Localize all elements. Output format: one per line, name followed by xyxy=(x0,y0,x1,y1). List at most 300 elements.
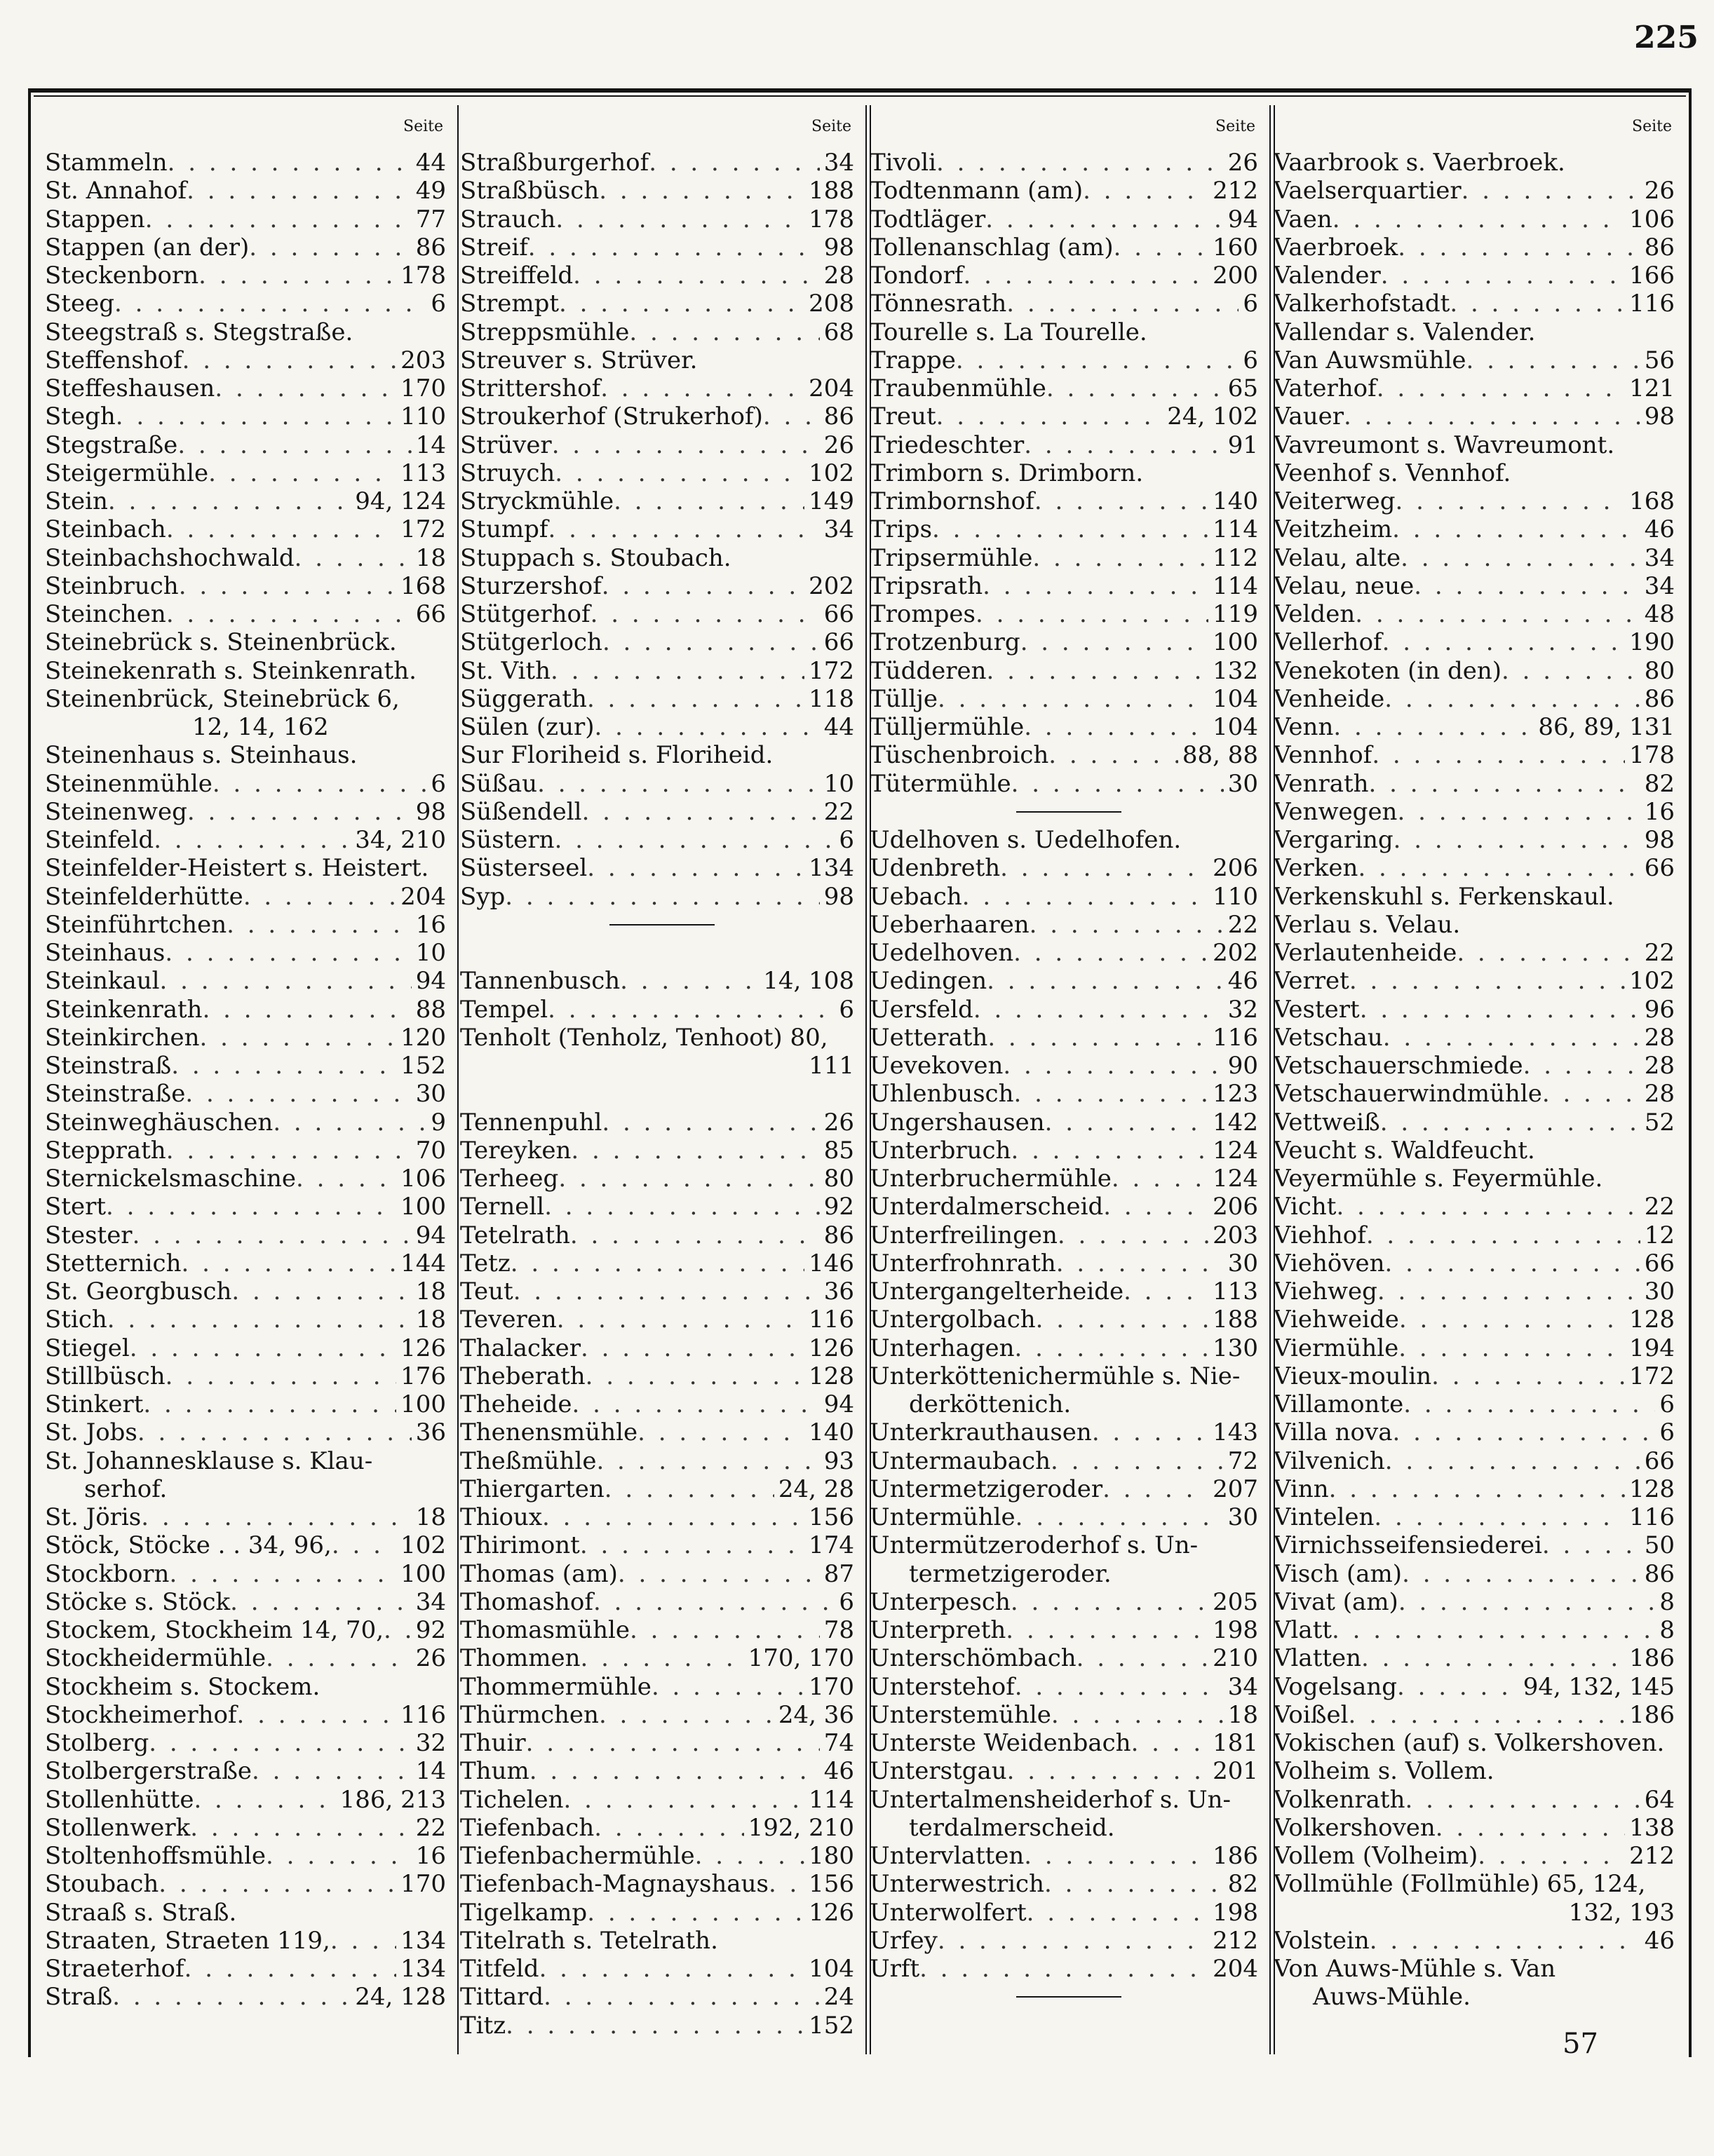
entry-page: 170 xyxy=(400,374,446,402)
index-entry xyxy=(460,1729,864,1757)
entry-page: 6 xyxy=(1243,346,1258,374)
entry-name: Vicht xyxy=(1274,1193,1337,1221)
leader-dots xyxy=(537,770,820,798)
entry-name: Verkenskuhl s. Ferkenskaul. xyxy=(1274,882,1614,911)
entry-name: Tondorf xyxy=(870,262,964,290)
entry-name: serhof. xyxy=(84,1474,168,1503)
leader-dots xyxy=(1007,1757,1208,1785)
entry-page: 32 xyxy=(1227,995,1258,1024)
leader-dots xyxy=(143,1390,396,1418)
index-entry xyxy=(1274,826,1685,854)
entry-name: Stockborn xyxy=(45,1559,170,1588)
index-entry xyxy=(45,1673,456,1701)
entry-page: 178 xyxy=(809,205,854,233)
index-entry xyxy=(45,1927,456,1955)
index-entry xyxy=(45,1757,456,1785)
leader-dots xyxy=(296,1165,396,1193)
entry-page: 116 xyxy=(1629,1503,1675,1531)
index-entry xyxy=(1274,149,1685,177)
entry-page: 18 xyxy=(415,543,446,572)
index-entry xyxy=(460,1899,864,1927)
entry-page: 152 xyxy=(400,1052,446,1080)
leader-dots xyxy=(231,1277,411,1306)
entry-name: Uhlenbusch xyxy=(870,1080,1014,1108)
leader-dots xyxy=(141,1503,411,1531)
leader-dots xyxy=(130,1334,396,1362)
index-entry xyxy=(1274,854,1685,882)
leader-dots xyxy=(544,1983,820,2011)
entry-name: Tripsermühle xyxy=(870,543,1033,572)
leader-dots xyxy=(1377,374,1625,402)
entry-page: 6 xyxy=(431,769,446,798)
entry-page: 178 xyxy=(400,262,446,290)
entry-name: Vivat (am) xyxy=(1274,1587,1398,1616)
index-entry xyxy=(870,431,1268,459)
index-entry xyxy=(1274,1786,1685,1814)
entry-page: 22 xyxy=(1227,910,1258,939)
entry-page: 46 xyxy=(823,1757,854,1786)
leader-dots xyxy=(571,1137,819,1165)
index-entry xyxy=(460,1052,864,1080)
entry-page: 198 xyxy=(1213,1616,1258,1644)
entry-name: Velau, alte xyxy=(1274,543,1401,572)
seite-header: Seite xyxy=(403,118,443,135)
entry-name: Steinfelder-Heistert s. Heistert. xyxy=(45,854,429,883)
leader-dots xyxy=(249,233,412,262)
entry-name: Streiffeld xyxy=(460,262,574,290)
index-entry xyxy=(460,798,864,826)
leader-dots xyxy=(511,1249,804,1277)
leader-dots xyxy=(1046,374,1224,402)
leader-dots xyxy=(1123,1277,1208,1306)
leader-dots xyxy=(1358,854,1640,882)
leader-dots xyxy=(529,1757,820,1785)
entry-page: 160 xyxy=(1213,233,1258,262)
leader-dots xyxy=(1403,1390,1655,1418)
frame-inner-rule xyxy=(34,95,1686,102)
entry-page: 134 xyxy=(400,1955,446,1983)
index-entry xyxy=(1274,1560,1685,1588)
entry-page: 202 xyxy=(809,571,854,600)
entry-page: 100 xyxy=(400,1193,446,1221)
leader-dots xyxy=(1392,515,1640,543)
entry-name: Tiefenbach-Magnayshaus xyxy=(460,1870,769,1899)
entry-name: Unterstehof xyxy=(870,1672,1015,1701)
entry-name: Triedeschter xyxy=(870,430,1025,459)
entry-name: Vollem (Volheim) xyxy=(1274,1842,1478,1870)
entry-name: Untermühle xyxy=(870,1503,1015,1531)
leader-dots xyxy=(620,967,759,995)
entry-name: Stuppach s. Stoubach. xyxy=(460,543,731,572)
leader-dots xyxy=(273,1108,426,1137)
leader-dots xyxy=(542,1503,804,1531)
leader-dots xyxy=(187,798,412,826)
entry-name: Steinenmühle xyxy=(45,769,212,798)
entry-page: 86, 89, 131 xyxy=(1538,713,1675,741)
entry-name: Tannenbusch xyxy=(460,967,621,996)
index-entry xyxy=(1274,1701,1685,1729)
entry-page: 124 xyxy=(1213,1165,1258,1193)
entry-page: 124 xyxy=(1213,1136,1258,1165)
leader-dots xyxy=(1332,1616,1655,1644)
leader-dots xyxy=(1030,911,1224,939)
entry-page: 10 xyxy=(415,939,446,967)
entry-name: Unterste Weidenbach xyxy=(870,1729,1131,1757)
entry-name: Volkenrath xyxy=(1274,1785,1405,1814)
leader-dots xyxy=(165,939,411,967)
index-entry xyxy=(460,149,864,177)
entry-page: 86 xyxy=(415,233,446,262)
entry-page: 188 xyxy=(809,177,854,205)
entry-name: Tüschenbroich xyxy=(870,741,1049,770)
leader-dots xyxy=(1478,1842,1625,1870)
entry-name: Vettweiß xyxy=(1274,1108,1380,1137)
index-entry xyxy=(460,1165,864,1193)
entry-page: 9 xyxy=(431,1108,446,1137)
entry-name: Tüdderen xyxy=(870,656,987,685)
entry-page: 203 xyxy=(400,346,446,374)
leader-dots xyxy=(539,1955,805,1983)
entry-name: Viehweg xyxy=(1274,1277,1377,1306)
index-entry xyxy=(45,1786,456,1814)
entry-name: Steeg xyxy=(45,290,114,318)
leader-dots xyxy=(594,713,819,741)
entry-page: 204 xyxy=(1213,1955,1258,1983)
entry-name: Venwegen xyxy=(1274,797,1398,826)
index-entry xyxy=(870,1786,1268,1814)
index-entry xyxy=(1274,1306,1685,1334)
index-entry xyxy=(45,1249,456,1277)
index-entry xyxy=(1274,1080,1685,1108)
entry-name: St. Jöris xyxy=(45,1503,142,1531)
entry-name: Unterfreilingen xyxy=(870,1221,1058,1249)
leader-dots xyxy=(1393,1418,1656,1446)
index-entry xyxy=(460,1644,864,1672)
entry-page: 128 xyxy=(1629,1306,1675,1334)
entry-page: 212 xyxy=(1213,1926,1258,1955)
leader-dots xyxy=(1369,770,1640,798)
index-entry xyxy=(870,1870,1268,1898)
index-column-4 xyxy=(1274,105,1685,2054)
entry-name: Sülen (zur) xyxy=(460,713,595,741)
index-entry xyxy=(1274,1531,1685,1559)
leader-dots xyxy=(1523,1052,1640,1080)
footer-number: 57 xyxy=(1563,2028,1598,2060)
index-entry xyxy=(460,290,864,318)
entry-page: 100 xyxy=(400,1559,446,1588)
index-entry xyxy=(460,1137,864,1165)
entry-page: 88, 88 xyxy=(1182,741,1258,770)
entry-page: 85 xyxy=(823,1136,854,1165)
leader-dots xyxy=(976,600,1208,628)
entry-name: Unterpreth xyxy=(870,1616,1006,1644)
entry-name: Steinstraße xyxy=(45,1080,186,1108)
entry-page: 49 xyxy=(415,177,446,205)
entry-name: Von Auws-Mühle s. Van xyxy=(1274,1955,1556,1983)
entry-page: 86 xyxy=(823,402,854,431)
index-entry xyxy=(460,1955,864,1983)
entry-name: Steinstraß xyxy=(45,1052,172,1080)
entry-page: 113 xyxy=(1213,1277,1258,1306)
entry-name: Venekoten (in den) xyxy=(1274,656,1502,685)
leader-dots xyxy=(1466,346,1640,374)
leader-dots xyxy=(599,177,804,205)
index-entry xyxy=(870,1560,1268,1588)
entry-page: 190 xyxy=(1629,628,1675,657)
leader-dots xyxy=(332,1531,396,1559)
index-entry xyxy=(1274,572,1685,600)
index-entry xyxy=(45,1137,456,1165)
entry-page: 186 xyxy=(1213,1842,1258,1870)
index-entry xyxy=(870,205,1268,233)
leader-dots xyxy=(187,177,412,205)
entry-page: 30 xyxy=(415,1080,446,1108)
index-entry xyxy=(460,1447,864,1475)
entry-name: Unterfrohnrath xyxy=(870,1249,1056,1277)
index-entry xyxy=(870,1757,1268,1785)
entry-page: 80 xyxy=(823,1165,854,1193)
entry-page: 16 xyxy=(415,910,446,939)
leader-dots xyxy=(1383,1024,1640,1052)
leader-dots xyxy=(1024,1842,1208,1870)
leader-dots xyxy=(1020,628,1208,656)
leader-dots xyxy=(154,826,351,854)
index-entry xyxy=(1274,402,1685,430)
entry-name: Süstern xyxy=(460,826,555,854)
entry-page: 212 xyxy=(1213,177,1258,205)
index-entry xyxy=(45,1418,456,1446)
index-entry xyxy=(870,177,1268,205)
entry-name: Vollmühle (Follmühle) 65, 124, xyxy=(1274,1870,1646,1899)
entry-name: Steinebrück s. Steinenbrück. xyxy=(45,628,397,657)
entry-name: Stütgerhof xyxy=(460,600,591,628)
entry-page: 106 xyxy=(1629,205,1675,233)
index-entry xyxy=(45,290,456,318)
index-entry xyxy=(1274,1503,1685,1531)
entry-page: 166 xyxy=(1629,262,1675,290)
entry-name: Unterwolfert xyxy=(870,1898,1027,1927)
entry-page: 126 xyxy=(400,1334,446,1362)
leader-dots xyxy=(555,826,835,854)
entry-page: 82 xyxy=(1227,1870,1258,1899)
entry-name: Unterbruch xyxy=(870,1136,1011,1165)
index-entry xyxy=(460,628,864,656)
entry-page: 34 xyxy=(1644,543,1675,572)
entry-page: 186 xyxy=(1629,1644,1675,1673)
entry-name: Tiefenbach xyxy=(460,1813,595,1842)
index-entry xyxy=(460,600,864,628)
entry-page: 50 xyxy=(1644,1531,1675,1560)
leader-dots xyxy=(1006,290,1239,318)
entry-name: Tigelkamp xyxy=(460,1898,588,1927)
leader-dots xyxy=(649,149,820,177)
leader-dots xyxy=(506,2012,804,2040)
entry-name: Theßmühle xyxy=(460,1446,597,1475)
entry-name: Unterhagen xyxy=(870,1334,1015,1362)
index-entry xyxy=(45,1842,456,1870)
leader-dots xyxy=(145,205,412,233)
entry-name: St. Georgbusch xyxy=(45,1277,232,1306)
index-entry xyxy=(45,1024,456,1052)
entry-page: 66 xyxy=(415,600,446,628)
entry-page: 72 xyxy=(1227,1446,1258,1475)
entry-page: 18 xyxy=(1227,1700,1258,1729)
leader-dots xyxy=(171,1052,396,1080)
leader-dots xyxy=(1394,826,1640,854)
index-entry xyxy=(45,459,456,487)
index-entry xyxy=(870,402,1268,430)
index-entry xyxy=(460,346,864,374)
entry-name: Steinkirchen xyxy=(45,1023,200,1052)
leader-dots xyxy=(266,1644,412,1672)
entry-name: Viehhof xyxy=(1274,1221,1366,1249)
index-entry xyxy=(870,657,1268,685)
leader-dots xyxy=(1402,1560,1640,1588)
entry-name: Tittard xyxy=(460,1983,544,2012)
index-entry xyxy=(460,1334,864,1362)
leader-dots xyxy=(1377,1277,1640,1306)
index-entry xyxy=(45,1334,456,1362)
entry-page: 104 xyxy=(1213,713,1258,741)
leader-dots xyxy=(513,1277,820,1306)
leader-dots xyxy=(1032,544,1208,572)
entry-page: 34 xyxy=(1644,571,1675,600)
entry-name: Tichelen xyxy=(460,1785,564,1814)
entry-page: 8 xyxy=(1659,1616,1675,1644)
section-separator xyxy=(870,1983,1268,2011)
entry-name: Steinchen xyxy=(45,600,166,628)
entry-page: 168 xyxy=(1629,487,1675,515)
entry-page: 142 xyxy=(1213,1108,1258,1137)
entry-name: St. Annahof xyxy=(45,177,187,205)
leader-dots xyxy=(602,628,820,656)
index-entry xyxy=(45,1306,456,1334)
index-entry xyxy=(460,826,864,854)
index-entry xyxy=(1274,318,1685,346)
index-entry xyxy=(1274,1052,1685,1080)
entry-page: 140 xyxy=(809,1418,854,1447)
entry-name: Veiterweg xyxy=(1274,487,1396,515)
entry-page: 30 xyxy=(1644,1277,1675,1306)
index-entry xyxy=(1274,1165,1685,1193)
leader-dots xyxy=(108,487,351,515)
index-entry xyxy=(1274,939,1685,967)
entry-name: Theheide xyxy=(460,1390,572,1418)
entry-name: Stryckmühle xyxy=(460,487,614,515)
entry-page: 116 xyxy=(1213,1023,1258,1052)
index-entry xyxy=(1274,883,1685,911)
index-entry xyxy=(1274,600,1685,628)
index-entry xyxy=(1274,487,1685,515)
index-entry xyxy=(460,515,864,543)
entry-name: Strempt xyxy=(460,290,559,318)
leader-dots xyxy=(184,1955,397,1983)
entry-name: Venrath xyxy=(1274,769,1369,798)
entry-page: 126 xyxy=(809,1334,854,1362)
index-entry xyxy=(460,1870,864,1898)
leader-dots xyxy=(1349,967,1625,995)
page-number: 225 xyxy=(1634,20,1699,55)
entry-name: Verlau s. Velau. xyxy=(1274,910,1461,939)
index-entry xyxy=(45,431,456,459)
entry-name: Thürmchen xyxy=(460,1700,599,1729)
entry-page: 66 xyxy=(1644,1249,1675,1277)
entry-page: 34 xyxy=(823,149,854,177)
index-entry xyxy=(1274,1108,1685,1137)
entry-name: Venheide xyxy=(1274,684,1385,713)
entry-name: Urft xyxy=(870,1955,920,1983)
entry-page: 94 xyxy=(415,967,446,996)
entry-name: Sternickelsmaschine xyxy=(45,1165,296,1193)
entry-name: Tempel xyxy=(460,995,548,1024)
index-entry xyxy=(870,1306,1268,1334)
leader-dots xyxy=(185,1080,411,1108)
entry-page: 100 xyxy=(400,1390,446,1418)
entry-name: St. Jobs xyxy=(45,1418,137,1447)
entry-page: 94 xyxy=(1227,205,1258,233)
entry-page: 208 xyxy=(809,290,854,318)
entry-page: 118 xyxy=(809,684,854,713)
index-entry xyxy=(460,402,864,430)
entry-name: Trimborn s. Drimborn. xyxy=(870,459,1144,487)
leader-dots xyxy=(116,402,396,430)
entry-page: 144 xyxy=(400,1249,446,1277)
index-entry xyxy=(870,770,1268,798)
entry-page: 100 xyxy=(1213,628,1258,657)
entry-page: 128 xyxy=(1629,1474,1675,1503)
index-entry xyxy=(870,1842,1268,1870)
entry-page: 26 xyxy=(1644,177,1675,205)
entry-name: Stappen xyxy=(45,205,145,233)
entry-page: 77 xyxy=(415,205,446,233)
leader-dots xyxy=(570,1221,820,1249)
index-entry xyxy=(870,1137,1268,1165)
entry-name: Verlautenheide xyxy=(1274,939,1457,967)
index-entry xyxy=(460,996,864,1024)
entry-page: 30 xyxy=(1227,769,1258,798)
leader-dots xyxy=(552,431,820,459)
index-entry xyxy=(1274,1673,1685,1701)
entry-page: 90 xyxy=(1227,1052,1258,1080)
entry-page: 28 xyxy=(1644,1080,1675,1108)
leader-dots xyxy=(505,883,819,911)
entry-name: Unterpesch xyxy=(870,1587,1011,1616)
entry-name: Thirimont xyxy=(460,1531,580,1560)
index-entry xyxy=(870,1503,1268,1531)
entry-page: 34 xyxy=(1227,1672,1258,1701)
leader-dots xyxy=(1015,1503,1224,1531)
entry-page: 134 xyxy=(400,1926,446,1955)
entry-name: Stegh xyxy=(45,402,116,431)
leader-dots xyxy=(182,1249,397,1277)
entry-name: Vergaring xyxy=(1274,826,1394,854)
entry-name: Tetelrath xyxy=(460,1221,570,1249)
entry-name: Steinbruch xyxy=(45,571,179,600)
index-entry xyxy=(1274,685,1685,713)
entry-page: 78 xyxy=(823,1616,854,1644)
index-entry xyxy=(1274,1390,1685,1418)
index-entry xyxy=(870,1447,1268,1475)
blank-line xyxy=(460,1080,864,1108)
index-entry xyxy=(460,713,864,741)
leader-dots xyxy=(1382,628,1625,656)
entry-page: 24 xyxy=(823,1983,854,2012)
index-entry xyxy=(870,1899,1268,1927)
entry-name: Stert xyxy=(45,1193,106,1221)
entry-name: Ueberhaaren xyxy=(870,910,1030,939)
entry-page: 143 xyxy=(1213,1418,1258,1447)
entry-page: 170 xyxy=(400,1870,446,1899)
